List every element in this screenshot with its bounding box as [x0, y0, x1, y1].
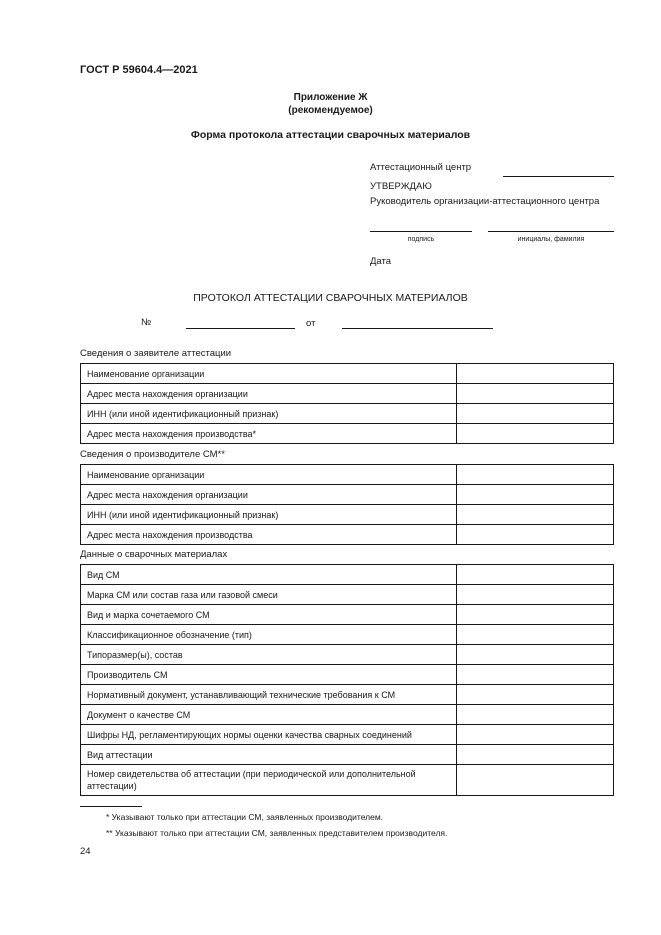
- form-title: Форма протокола аттестации сварочных материалов: [190, 129, 471, 141]
- table-cell-label: Наименование организации: [81, 364, 457, 384]
- table-cell-label: Номер свидетельства об аттестации (при периодической или дополнительной аттестации): [81, 765, 457, 796]
- table-cell-value: [457, 605, 614, 625]
- protocol-title: ПРОТОКОЛ АТТЕСТАЦИИ СВАРОЧНЫХ МАТЕРИАЛОВ: [193, 292, 468, 304]
- document-header: ГОСТ Р 59604.4—2021: [80, 64, 198, 76]
- table-cell-value: [457, 505, 614, 525]
- table-cell-label: Классификационное обозначение (тип): [81, 625, 457, 645]
- table-cell-label: Адрес места нахождения производства: [81, 525, 457, 545]
- number-label: №: [141, 317, 152, 328]
- table-cell-label: Марка СМ или состав газа или газовой смеси: [81, 585, 457, 605]
- table-cell-label: Вид СМ: [81, 565, 457, 585]
- table-row: [81, 645, 614, 665]
- date-from-line: [342, 328, 493, 329]
- table-cell-label: Производитель СМ: [81, 665, 457, 685]
- table-row: [81, 485, 614, 505]
- table-row: [81, 765, 614, 796]
- page-number: 24: [80, 846, 91, 857]
- table-row: [81, 685, 614, 705]
- table-cell-label: Адрес места нахождения организации: [81, 485, 457, 505]
- approve-label: УТВЕРЖДАЮ: [370, 181, 432, 192]
- applicant-table: [80, 363, 614, 444]
- signature-line: [370, 231, 472, 232]
- from-label: от: [306, 318, 316, 329]
- section-title: Сведения о заявителе аттестации: [80, 348, 232, 359]
- appendix-heading: [0, 91, 661, 117]
- table-cell-label: Наименование организации: [81, 465, 457, 485]
- initials-line: [488, 231, 614, 232]
- table-row: [81, 605, 614, 625]
- table-row: [81, 705, 614, 725]
- table-cell-value: [457, 485, 614, 505]
- table-cell-label: Нормативный документ, устанавливающий технические требования к СМ: [81, 685, 457, 705]
- table-cell-value: [457, 645, 614, 665]
- table-cell-value: [457, 565, 614, 585]
- appendix-title: Приложение Ж: [293, 92, 368, 103]
- table-row: [81, 665, 614, 685]
- signature-caption: подпись: [407, 236, 435, 243]
- table-row: [81, 565, 614, 585]
- table-row: [81, 585, 614, 605]
- table-cell-value: [457, 384, 614, 404]
- table-row: [81, 525, 614, 545]
- table-cell-value: [457, 685, 614, 705]
- footnote: * Указывают только при аттестации СМ, заявленных производителем.: [106, 812, 384, 822]
- table-cell-label: Документ о качестве СМ: [81, 705, 457, 725]
- table-row: [81, 505, 614, 525]
- table-cell-label: Адрес места нахождения производства*: [81, 424, 457, 444]
- table-cell-value: [457, 404, 614, 424]
- table-cell-value: [457, 585, 614, 605]
- appendix-subtitle: (рекомендуемое): [288, 105, 373, 116]
- table-row: [81, 465, 614, 485]
- footnote: ** Указывают только при аттестации СМ, заявленных представителем производителя.: [106, 828, 448, 838]
- section-title: Данные о сварочных материалах: [80, 549, 228, 560]
- table-cell-value: [457, 525, 614, 545]
- number-line: [186, 328, 295, 329]
- footnote-separator: [80, 806, 142, 807]
- head-label: Руководитель организации-аттестационного центра: [370, 196, 600, 207]
- table-cell-value: [457, 424, 614, 444]
- table-cell-value: [457, 765, 614, 796]
- table-cell-value: [457, 465, 614, 485]
- materials-table: [80, 564, 614, 796]
- section-title: Сведения о производителе СМ**: [80, 449, 225, 460]
- table-cell-value: [457, 364, 614, 384]
- table-row: [81, 404, 614, 424]
- table-row: [81, 384, 614, 404]
- table-cell-value: [457, 705, 614, 725]
- table-cell-value: [457, 725, 614, 745]
- table-cell-value: [457, 745, 614, 765]
- table-cell-label: ИНН (или иной идентификационный признак): [81, 404, 457, 424]
- center-line: [503, 176, 614, 177]
- date-label: Дата: [370, 256, 392, 267]
- table-cell-label: Вид аттестации: [81, 745, 457, 765]
- table-cell-value: [457, 625, 614, 645]
- table-cell-label: Типоразмер(ы), состав: [81, 645, 457, 665]
- table-row: [81, 745, 614, 765]
- table-cell-label: Вид и марка сочетаемого СМ: [81, 605, 457, 625]
- table-cell-label: Шифры НД, регламентирующих нормы оценки качества сварных соединений: [81, 725, 457, 745]
- table-row: [81, 625, 614, 645]
- table-row: [81, 725, 614, 745]
- manufacturer-table: [80, 464, 614, 545]
- table-row: [81, 424, 614, 444]
- center-label: Аттестационный центр: [370, 162, 472, 173]
- table-row: [81, 364, 614, 384]
- table-cell-value: [457, 665, 614, 685]
- table-cell-label: ИНН (или иной идентификационный признак): [81, 505, 457, 525]
- initials-caption: инициалы, фамилия: [517, 236, 585, 243]
- table-cell-label: Адрес места нахождения организации: [81, 384, 457, 404]
